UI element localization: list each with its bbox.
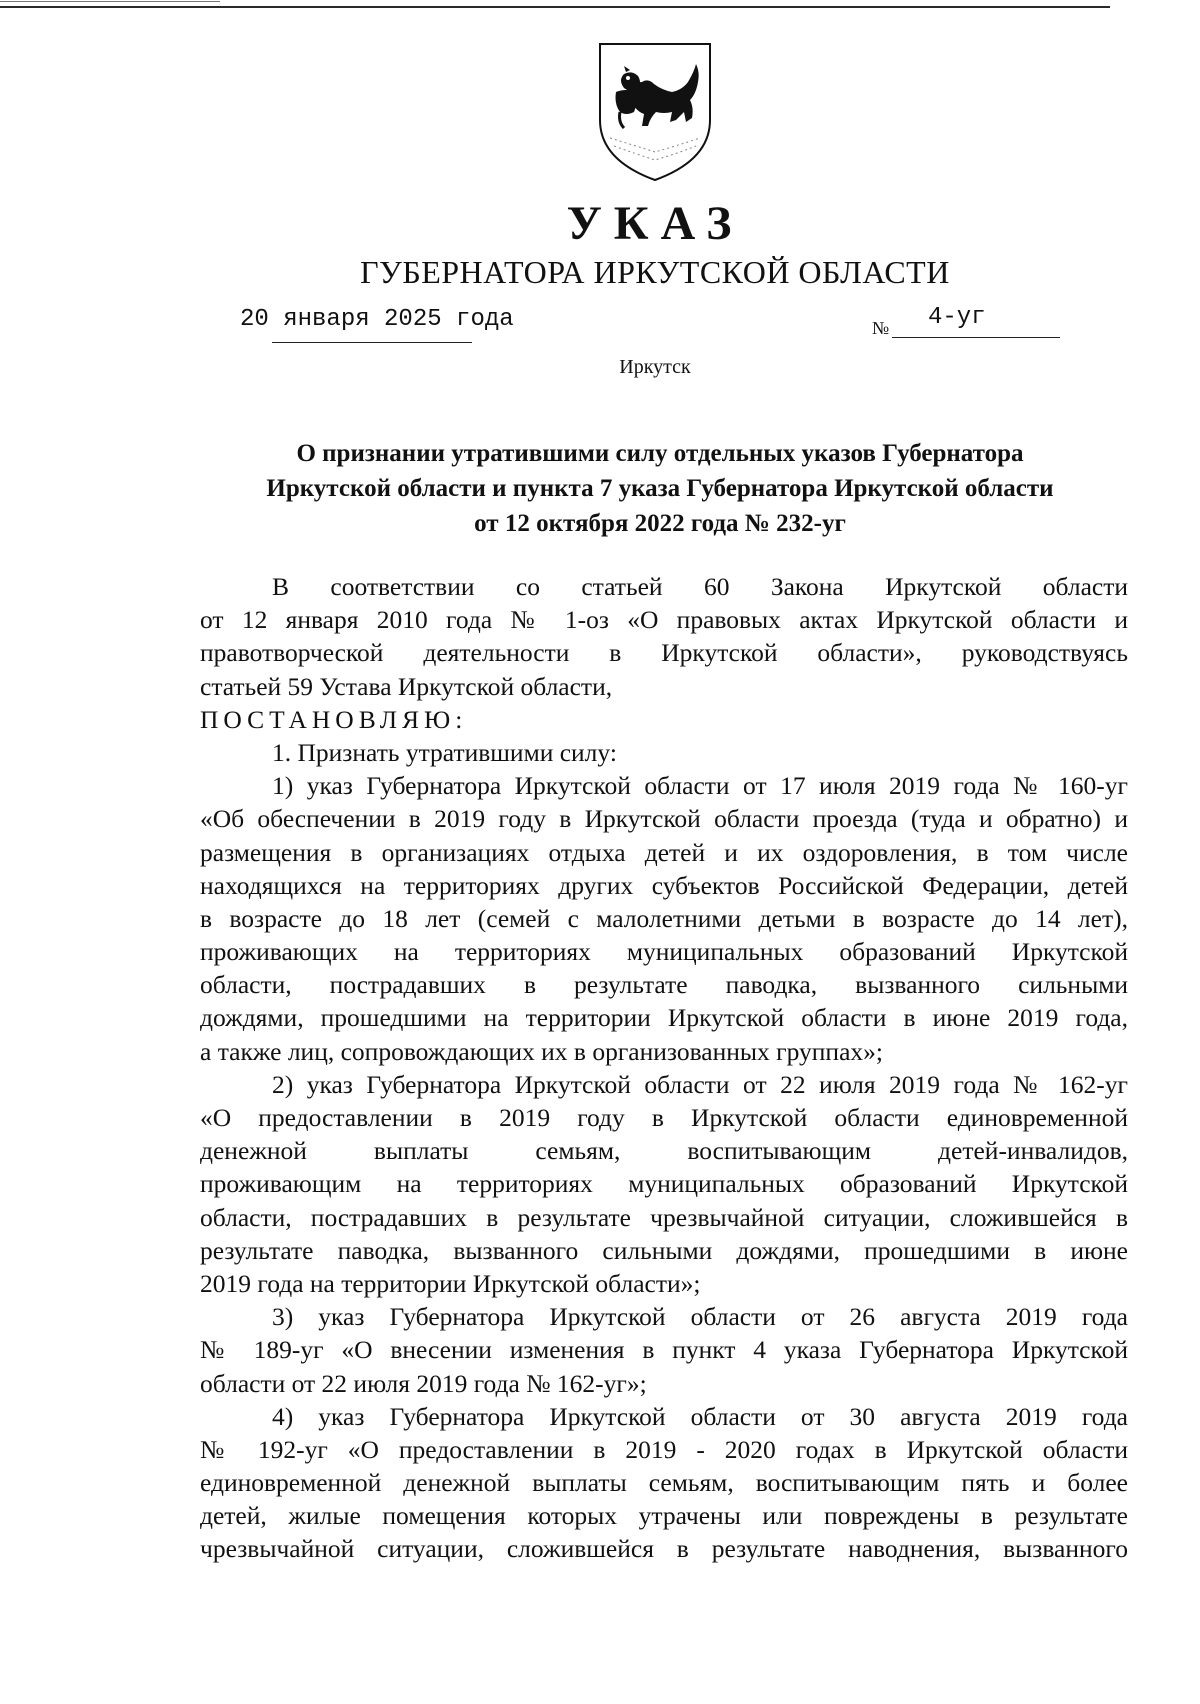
item-2-line: области, пострадавших в результате чрезвычайной ситуации, сложившейся в xyxy=(200,1202,1128,1232)
document-city: Иркутск xyxy=(619,356,691,378)
item-4-line: 4) указ Губернатора Иркутской области от 30 августа 2019 года xyxy=(272,1401,1128,1431)
date-underline xyxy=(272,342,472,343)
preamble-line: статьей 59 Устава Иркутской области, xyxy=(200,671,613,701)
preamble-line: правотворческой деятельности в Иркутской области», руководствуясь xyxy=(200,638,1128,668)
item-1-line: проживающих на территориях муниципальных образований Иркутской xyxy=(200,937,1128,967)
preamble-line: В соответствии со статьей 60 Закона Иркутской области xyxy=(272,572,1128,601)
document-body xyxy=(200,570,1128,1566)
item-1-line: в возрасте до 18 лет (семей с малолетними детьми в возрасте до 14 лет), xyxy=(200,903,1128,933)
subject-line: О признании утратившими силу отдельных указов Губернатора xyxy=(296,440,1024,467)
item-1-line: области, пострадавших в результате паводка, вызванного сильными xyxy=(200,970,1128,1000)
item-2-line: «О предоставлении в 2019 году в Иркутской области единовременной xyxy=(200,1103,1128,1132)
coat-of-arms-emblem xyxy=(596,42,714,182)
item-1-line: дождями, прошедшими на территории Иркутской области в июне 2019 года, xyxy=(200,1003,1128,1033)
item-3-line: 3) указ Губернатора Иркутской области от 26 августа 2019 года xyxy=(272,1302,1128,1332)
item-1-line: размещения в организациях отдыха детей и их оздоровления, в том числе xyxy=(200,837,1128,867)
item-4-line: единовременной денежной выплаты семьям, воспитывающим пять и более xyxy=(200,1468,1128,1498)
point-1-heading: 1. Признать утратившими силу: xyxy=(272,737,617,767)
item-2-line: денежной выплаты семьям, воспитывающим детей-инвалидов, xyxy=(200,1136,1128,1166)
item-1-line: находящихся на территориях других субъектов Российской Федерации, детей xyxy=(200,870,1128,900)
item-1-line: 1) указ Губернатора Иркутской области от 17 июля 2019 года № 160-уг xyxy=(272,771,1128,801)
item-2-line: 2019 года на территории Иркутской области»; xyxy=(200,1268,701,1298)
item-4-line: № 192-уг «О предоставлении в 2019 - 2020 годах в Иркутской области xyxy=(200,1434,1128,1464)
document-number: 4-уг xyxy=(928,304,986,331)
document-issuer: ГУБЕРНАТОРА ИРКУТСКОЙ ОБЛАСТИ xyxy=(360,254,950,290)
document-title: УКАЗ xyxy=(566,197,744,250)
item-2-line: проживающим на территориях муниципальных образований Иркутской xyxy=(200,1169,1128,1199)
preamble-line: от 12 января 2010 года № 1-оз «О правовых актах Иркутской области и xyxy=(200,605,1128,635)
item-2-line: результате паводка, вызванного сильными дождями, прошедшими в июне xyxy=(200,1235,1128,1265)
scan-edge-line xyxy=(0,6,1110,8)
resolve-heading: ПОСТАНОВЛЯЮ: xyxy=(200,704,468,734)
item-3-line: области от 22 июля 2019 года № 162-уг»; xyxy=(200,1368,647,1398)
item-4-line: чрезвычайной ситуации, сложившейся в результате наводнения, вызванного xyxy=(200,1534,1128,1564)
item-1-line: а также лиц, сопровождающих их в организованных группах»; xyxy=(200,1036,883,1066)
document-date: 20 января 2025 года xyxy=(240,306,514,333)
item-4-line: детей, жилые помещения которых утрачены или повреждены в результате xyxy=(200,1501,1128,1531)
item-2-line: 2) указ Губернатора Иркутской области от 22 июля 2019 года № 162-уг xyxy=(272,1069,1128,1099)
item-3-line: № 189-уг «О внесении изменения в пункт 4 указа Губернатора Иркутской xyxy=(200,1335,1128,1365)
number-underline xyxy=(892,337,1060,338)
scan-edge-mark xyxy=(0,1,220,2)
subject-line: от 12 октября 2022 года № 232-уг xyxy=(474,510,846,537)
document-subject xyxy=(200,436,1120,541)
number-sign: № xyxy=(872,318,890,338)
subject-line: Иркутской области и пункта 7 указа Губернатора Иркутской области xyxy=(266,475,1054,502)
item-1-line: «Об обеспечении в 2019 году в Иркутской области проезда (туда и обратно) и xyxy=(200,804,1128,834)
